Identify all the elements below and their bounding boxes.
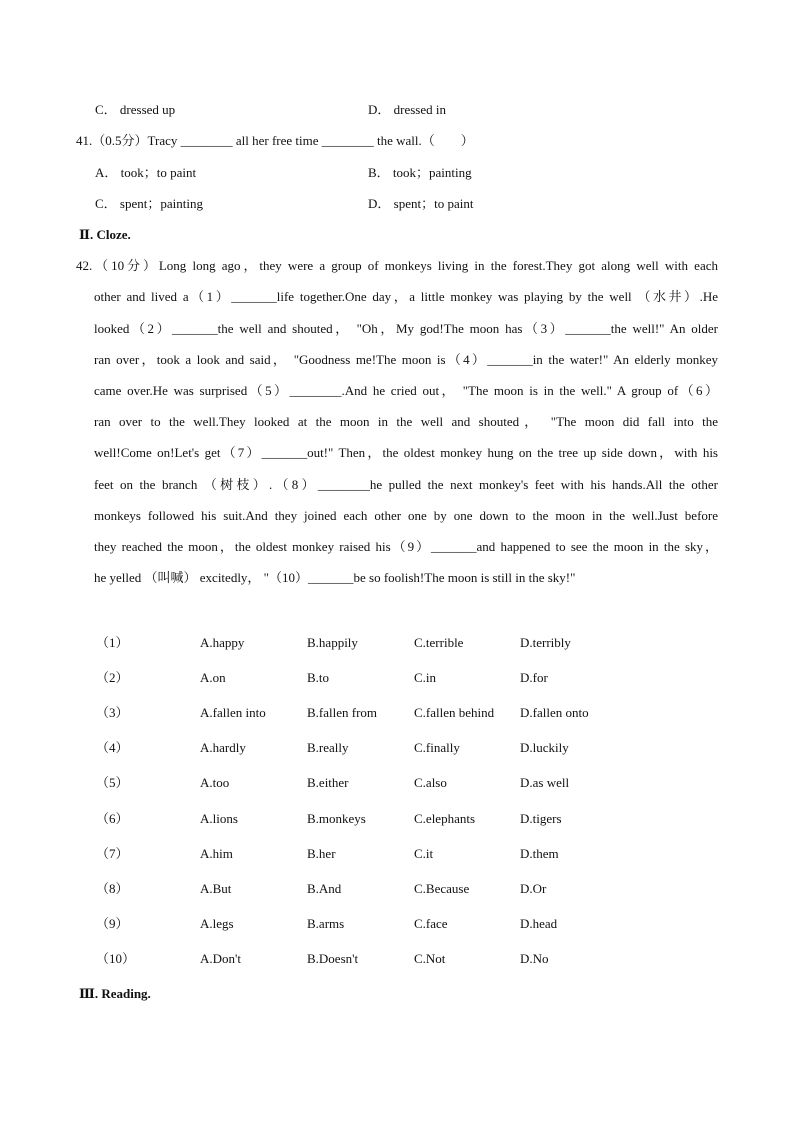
cloze-option-b: B.monkeys <box>307 811 366 826</box>
cloze-option-a: A.fallen into <box>200 705 266 720</box>
q42-passage-line: came over.He was surprised（5）________.And he cried out， "The moon is in the well." A group of（6） <box>94 383 718 398</box>
q42-passage-line: he yelled （叫喊） excitedly， "（10）_______be so foolish!The moon is still in the sky!" <box>94 570 576 585</box>
cloze-option-d: D.tigers <box>520 811 562 826</box>
cloze-option-row <box>0 846 794 862</box>
cloze-option-row <box>0 740 794 756</box>
q40-option-c: C． dressed up <box>95 102 176 117</box>
q41-option-a: A． took；to paint <box>95 165 197 180</box>
cloze-option-d: D.Or <box>520 881 547 896</box>
cloze-option-d: D.as well <box>520 775 570 790</box>
cloze-option-a: A.too <box>200 775 230 790</box>
cloze-option-d: D.terribly <box>520 635 571 650</box>
cloze-option-a: A.legs <box>200 916 234 931</box>
cloze-option-row <box>0 811 794 827</box>
cloze-option-b: B.either <box>307 775 349 790</box>
cloze-option-b: B.to <box>307 670 330 685</box>
cloze-option-c: C.elephants <box>414 811 476 826</box>
cloze-option-b: B.really <box>307 740 349 755</box>
cloze-option-row <box>0 916 794 932</box>
q42-passage-line: monkeys followed his suit.And they joined each other one by one down to the moon in the well.Just before <box>94 508 718 523</box>
cloze-option-d: D.No <box>520 951 549 966</box>
cloze-option-b: B.arms <box>307 916 345 931</box>
cloze-option-d: D.for <box>520 670 548 685</box>
q41-stem: 41.（0.5分）Tracy ________ all her free time ________ the wall.（ ） <box>76 133 474 148</box>
cloze-option-d: D.fallen onto <box>520 705 589 720</box>
cloze-option-a: A.him <box>200 846 233 861</box>
cloze-option-row <box>0 775 794 791</box>
cloze-option-a: A.Don't <box>200 951 241 966</box>
q40-option-d: D． dressed in <box>368 102 446 117</box>
cloze-option-c: C.Not <box>414 951 446 966</box>
q42-passage-line: they reached the moon，the oldest monkey raised his（9）_______and happened to see the moon in the sky， <box>94 539 718 554</box>
q42-passage-line: looked（2）_______the well and shouted， "Oh，My god!The moon has（3）_______the well!" An older <box>94 321 718 336</box>
cloze-option-c: C.Because <box>414 881 470 896</box>
q41-option-c: C． spent；painting <box>95 196 203 211</box>
cloze-option-d: D.luckily <box>520 740 569 755</box>
cloze-option-row <box>0 881 794 897</box>
cloze-number: （5） <box>96 775 129 790</box>
q42-passage-line: ran over to the well.They looked at the moon in the well and shouted， "The moon did fall into the <box>94 414 718 429</box>
cloze-option-a: A.happy <box>200 635 245 650</box>
q42-passage-line: ran over，took a look and said， "Goodness me!The moon is（4）_______in the water!" An elderly monkey <box>94 352 718 367</box>
cloze-number: （6） <box>96 811 129 826</box>
cloze-option-c: C.also <box>414 775 447 790</box>
cloze-option-a: A.hardly <box>200 740 246 755</box>
q41-option-b: B． took；painting <box>368 165 472 180</box>
q42-passage-line: feet on the branch （树枝）.（8）________he pulled the next monkey's feet with his hands.All the other <box>94 477 718 492</box>
cloze-option-b: B.her <box>307 846 336 861</box>
cloze-number: （2） <box>96 670 129 685</box>
cloze-number: （1） <box>96 635 129 650</box>
cloze-option-c: C.face <box>414 916 448 931</box>
cloze-option-d: D.them <box>520 846 559 861</box>
section-cloze-title: Ⅱ. Cloze. <box>79 227 131 242</box>
cloze-option-b: B.Doesn't <box>307 951 359 966</box>
cloze-number: （8） <box>96 881 129 896</box>
cloze-option-a: A.But <box>200 881 232 896</box>
cloze-option-c: C.in <box>414 670 437 685</box>
cloze-option-b: B.fallen from <box>307 705 378 720</box>
cloze-option-c: C.terrible <box>414 635 464 650</box>
cloze-option-a: A.lions <box>200 811 238 826</box>
cloze-option-b: B.happily <box>307 635 358 650</box>
cloze-option-c: C.it <box>414 846 434 861</box>
cloze-number: （7） <box>96 846 129 861</box>
cloze-option-b: B.And <box>307 881 342 896</box>
cloze-number: （10） <box>96 951 136 966</box>
cloze-option-row <box>0 635 794 651</box>
section-reading-title: Ⅲ. Reading. <box>79 986 151 1001</box>
cloze-option-row <box>0 670 794 686</box>
cloze-option-c: C.finally <box>414 740 460 755</box>
cloze-option-c: C.fallen behind <box>414 705 495 720</box>
cloze-option-row <box>0 951 794 967</box>
cloze-number: （3） <box>96 705 129 720</box>
cloze-number: （9） <box>96 916 129 931</box>
cloze-number: （4） <box>96 740 129 755</box>
cloze-option-d: D.head <box>520 916 558 931</box>
q42-passage-line: well!Come on!Let's get（7）_______out!" Then，the oldest monkey hung on the tree up side down，with his <box>94 445 718 460</box>
cloze-option-row <box>0 705 794 721</box>
q42-passage-line: 42.（10分）Long long ago，they were a group of monkeys living in the forest.They got along well with each <box>76 258 718 273</box>
cloze-option-a: A.on <box>200 670 226 685</box>
q42-passage-line: other and lived a（1）_______life together.One day，a little monkey was playing by the well （水井）.He <box>94 289 718 304</box>
q41-option-d: D． spent；to paint <box>368 196 474 211</box>
